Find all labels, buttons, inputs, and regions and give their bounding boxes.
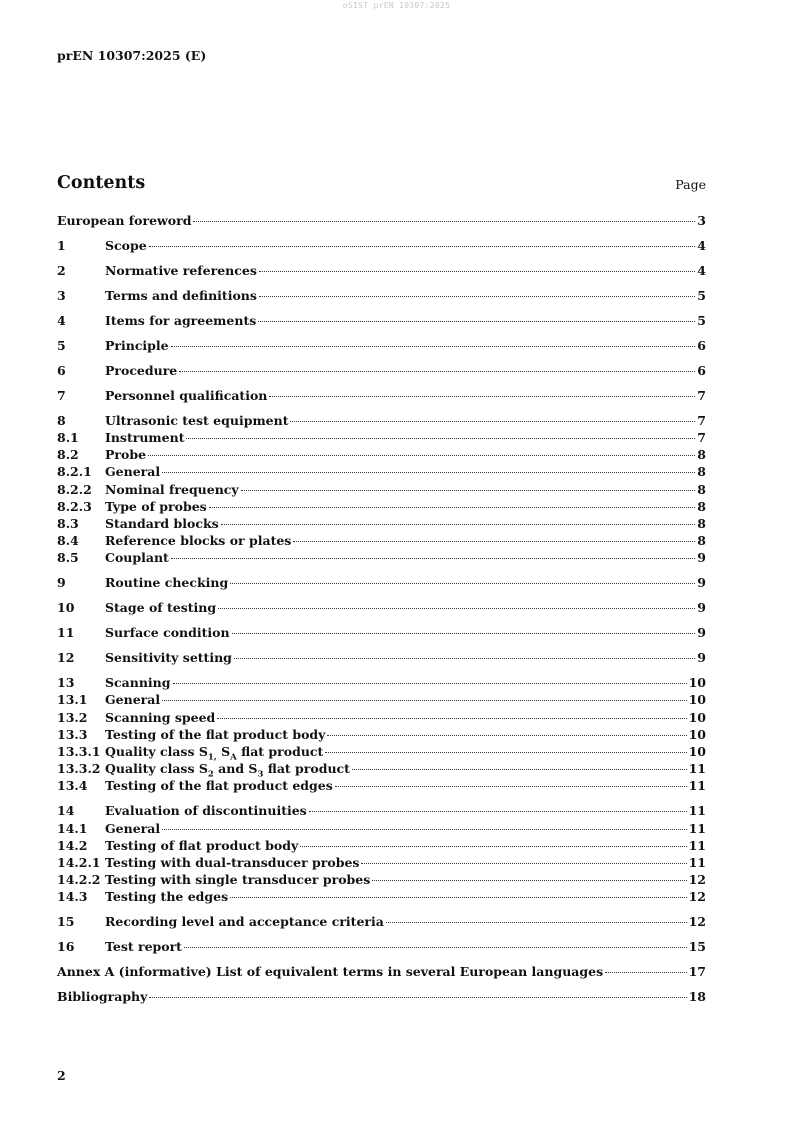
toc-entry-number: 8.4 [57,533,79,549]
toc-entry-title: Annex A (informative) List of equivalent terms in several European languages [57,964,604,980]
toc-entry-page: 17 [688,964,706,980]
toc-entry-number: 8 [57,412,66,428]
toc-entry-title: Testing the edges [105,889,229,905]
toc-entry-page: 8 [697,498,706,514]
toc-entry-page: 5 [697,287,706,303]
toc-entry[interactable] [57,888,706,905]
dot-leader [193,221,695,222]
toc-entry-title: Type of probes [105,498,207,514]
toc-entry-page: 11 [688,803,706,819]
toc-entry[interactable] [57,938,706,955]
toc-entry-title: Standard blocks [105,516,219,531]
toc-entry-number: 12 [57,650,75,666]
toc-entry[interactable] [57,463,706,480]
toc-entry[interactable] [57,429,706,446]
toc-entry-title: Routine checking [105,575,229,591]
toc-entry-number: 4 [57,312,66,328]
toc-entry-title: Ultrasonic test equipment [105,412,289,428]
toc-entry-number: 13.3 [57,726,88,742]
toc-entry[interactable] [57,802,706,819]
dot-leader [171,346,696,347]
dot-leader [258,321,695,322]
toc-entry[interactable] [57,312,706,329]
dot-leader [148,455,695,456]
toc-entry-page: 9 [697,600,706,616]
toc-entry-title: Test report [105,939,182,955]
dot-leader [335,786,687,787]
dot-leader [234,658,695,659]
toc-entry-page: 10 [688,675,706,691]
toc-entry[interactable] [57,674,706,691]
toc-entry-number: 13.2 [57,709,88,725]
toc-entry-title: Normative references [105,262,257,278]
toc-entry[interactable] [57,837,706,854]
dot-leader [217,718,686,719]
toc-entry[interactable] [57,387,706,404]
toc-entry[interactable] [57,599,706,616]
dot-leader [162,700,686,701]
toc-entry-number: 8.2.3 [57,498,92,514]
dot-leader [259,296,695,297]
toc-entry[interactable] [57,777,706,794]
toc-entry-title: Testing of the flat product edges [105,778,333,794]
toc-entry-title: Principle [105,337,169,353]
toc-entry-page: 6 [697,362,706,378]
toc-entry-title: Personnel qualification [105,387,268,403]
toc-entry-title: Probe [105,447,147,463]
dot-leader [184,947,687,948]
toc-entry-title: Items for agreements [105,312,257,328]
toc-entry-page: 5 [697,312,706,328]
dot-leader [221,524,696,525]
dot-leader [232,633,696,634]
toc-entry-number: 13.1 [57,692,88,708]
toc-entry[interactable] [57,988,706,1005]
toc-entry[interactable] [57,624,706,641]
toc-entry-title: Surface condition [105,625,230,641]
toc-entry-title: Testing with single transducer probes [105,872,371,888]
toc-entry-page: 7 [697,412,706,428]
toc-entry[interactable] [57,691,706,708]
toc-entry-page: 7 [697,430,706,446]
toc-entry-page: 8 [697,481,706,497]
toc-entry[interactable] [57,237,706,254]
dot-leader [269,396,695,397]
dot-leader [327,735,686,736]
toc-entry-number: 14.3 [57,889,88,905]
toc-entry-title: General [105,820,161,836]
toc-entry-number: 11 [57,625,75,641]
toc-entry[interactable] [57,446,706,463]
dot-leader [209,507,696,508]
dot-leader [386,922,687,923]
dot-leader [149,997,686,998]
dot-leader [162,472,695,473]
dot-leader [300,846,686,847]
toc-entry-page: 8 [697,464,706,480]
toc-entry-number: 5 [57,337,66,353]
toc-entry[interactable] [57,532,706,549]
toc-entry[interactable] [57,871,706,888]
toc-entry-title: Quality class $S_2$ and $S_3$ flat product [105,761,350,780]
toc-entry-number: 7 [57,387,66,403]
toc-entry-number: 14.1 [57,820,88,836]
toc-entry[interactable] [57,854,706,871]
toc-entry-page: 11 [688,820,706,836]
toc-entry-title: Nominal frequency [105,481,239,497]
toc-entry-number: 2 [57,262,66,278]
toc-entry-number: 9 [57,575,66,591]
toc-entry-page: 11 [688,761,706,777]
toc-entry-page: 6 [697,337,706,353]
toc-entry-number: 13.4 [57,778,88,794]
toc-entry-page: 9 [697,625,706,641]
toc-entry-title: Testing of flat product body [105,837,299,853]
dot-leader [372,880,686,881]
toc-entry[interactable] [57,820,706,837]
page-column-label: Page [675,177,706,192]
contents-title: Contents [57,173,146,193]
toc-entry-title: Scanning [105,675,171,691]
toc-entry-number: 14 [57,803,75,819]
toc-entry-title: Testing of the flat product body [105,726,326,742]
toc-entry[interactable] [57,649,706,666]
dot-leader [230,583,695,584]
toc-entry-title: Bibliography [57,989,148,1005]
toc-entry-number: 16 [57,939,75,955]
toc-entry-title: Instrument [105,430,185,446]
toc-entry[interactable] [57,498,706,515]
dot-leader [352,769,687,770]
toc-entry[interactable] [57,515,706,532]
toc-entry[interactable] [57,963,706,980]
toc-entry[interactable] [57,412,706,429]
dot-leader [149,246,696,247]
toc-entry-title: General [105,464,161,480]
toc-entry-title: Recording level and acceptance criteria [105,914,384,930]
toc-entry-number: 8.3 [57,516,79,531]
toc-entry-number: 14.2 [57,837,88,853]
toc-entry-number: 13.3.1 [57,744,101,760]
toc-entry-page: 7 [697,387,706,403]
toc-entry-title: Testing with dual-transducer probes [105,854,360,870]
toc-entry-title: Evaluation of discontinuities [105,803,307,819]
toc-entry[interactable] [57,337,706,354]
toc-entry-number: 8.5 [57,550,79,566]
toc-entry-page: 12 [688,872,706,888]
toc-entry-number: 13 [57,675,75,691]
toc-entry-number: 3 [57,287,66,303]
toc-entry-title: Stage of testing [105,600,217,616]
toc-entry-page: 9 [697,550,706,566]
toc-entry-title: General [105,692,161,708]
toc-entry-title: Procedure [105,362,178,378]
watermark: oSIST prEN 10307:2025 [342,1,451,10]
toc-entry-page: 11 [688,837,706,853]
dot-leader [241,490,696,491]
toc-entry[interactable] [57,362,706,379]
toc-entry-number: 8.2 [57,447,79,463]
toc-entry[interactable] [57,212,706,229]
toc-entry[interactable] [57,709,706,726]
toc-entry-page: 3 [697,213,706,228]
toc-entry-page: 4 [697,262,706,278]
toc-entry-page: 15 [688,939,706,955]
dot-leader [290,421,695,422]
dot-leader [230,897,686,898]
toc-entry-number: 8.2.1 [57,464,92,480]
toc-entry-title: Couplant [105,550,169,566]
toc-entry-page: 11 [688,778,706,794]
toc-entry-page: 9 [697,650,706,666]
toc-entry-title: Scope [105,237,147,253]
dot-leader [293,541,695,542]
toc-entry[interactable] [57,760,706,780]
dot-leader [309,811,687,812]
toc-entry-number: 8.1 [57,430,79,446]
toc-entry-page: 4 [697,237,706,253]
toc-entry-page: 10 [688,692,706,708]
toc-entry-title: Quality class $S_{1,}$ $S_A$ flat product [105,744,324,763]
toc-entry[interactable] [57,262,706,279]
toc-entry[interactable] [57,549,706,566]
dot-leader [162,829,686,830]
toc-entry-number: 14.2.2 [57,872,101,888]
dot-leader [171,558,695,559]
toc-entry[interactable] [57,743,706,763]
toc-entry-number: 15 [57,914,75,930]
toc-entry-number: 10 [57,600,75,616]
toc-entry-number: 8.2.2 [57,481,92,497]
dot-leader [361,863,686,864]
toc-entry-title: Terms and definitions [105,287,257,303]
toc-entry-page: 10 [688,744,706,760]
document-id: prEN 10307:2025 (E) [57,48,207,63]
toc-entry-page: 9 [697,575,706,591]
dot-leader [605,972,686,973]
toc-entry-title: Reference blocks or plates [105,533,292,549]
toc-entry-page: 12 [688,914,706,930]
dot-leader [259,271,695,272]
dot-leader [325,752,686,753]
toc-entry[interactable] [57,913,706,930]
toc-entry-title: Scanning speed [105,709,216,725]
dot-leader [179,371,695,372]
toc-entry[interactable] [57,726,706,743]
toc-entry-title: Sensitivity setting [105,650,232,666]
page-number: 2 [57,1068,66,1083]
dot-leader [218,608,695,609]
toc-entry-number: 6 [57,362,66,378]
toc-entry[interactable] [57,574,706,591]
toc-entry-page: 8 [697,533,706,549]
toc-entry-number: 1 [57,237,66,253]
toc-entry-page: 10 [688,726,706,742]
toc-entry-page: 8 [697,516,706,531]
toc-entry[interactable] [57,481,706,498]
dot-leader [173,683,687,684]
toc-entry-number: 14.2.1 [57,854,101,870]
toc-entry-page: 11 [688,854,706,870]
toc-entry-number: 13.3.2 [57,761,101,777]
toc-entry[interactable] [57,287,706,304]
toc-entry-page: 18 [688,989,706,1005]
toc-entry-page: 8 [697,447,706,463]
dot-leader [186,438,695,439]
toc-entry-page: 10 [688,709,706,725]
table-of-contents [57,212,706,1005]
toc-entry-page: 12 [688,889,706,905]
toc-entry-title: European foreword [57,213,192,228]
